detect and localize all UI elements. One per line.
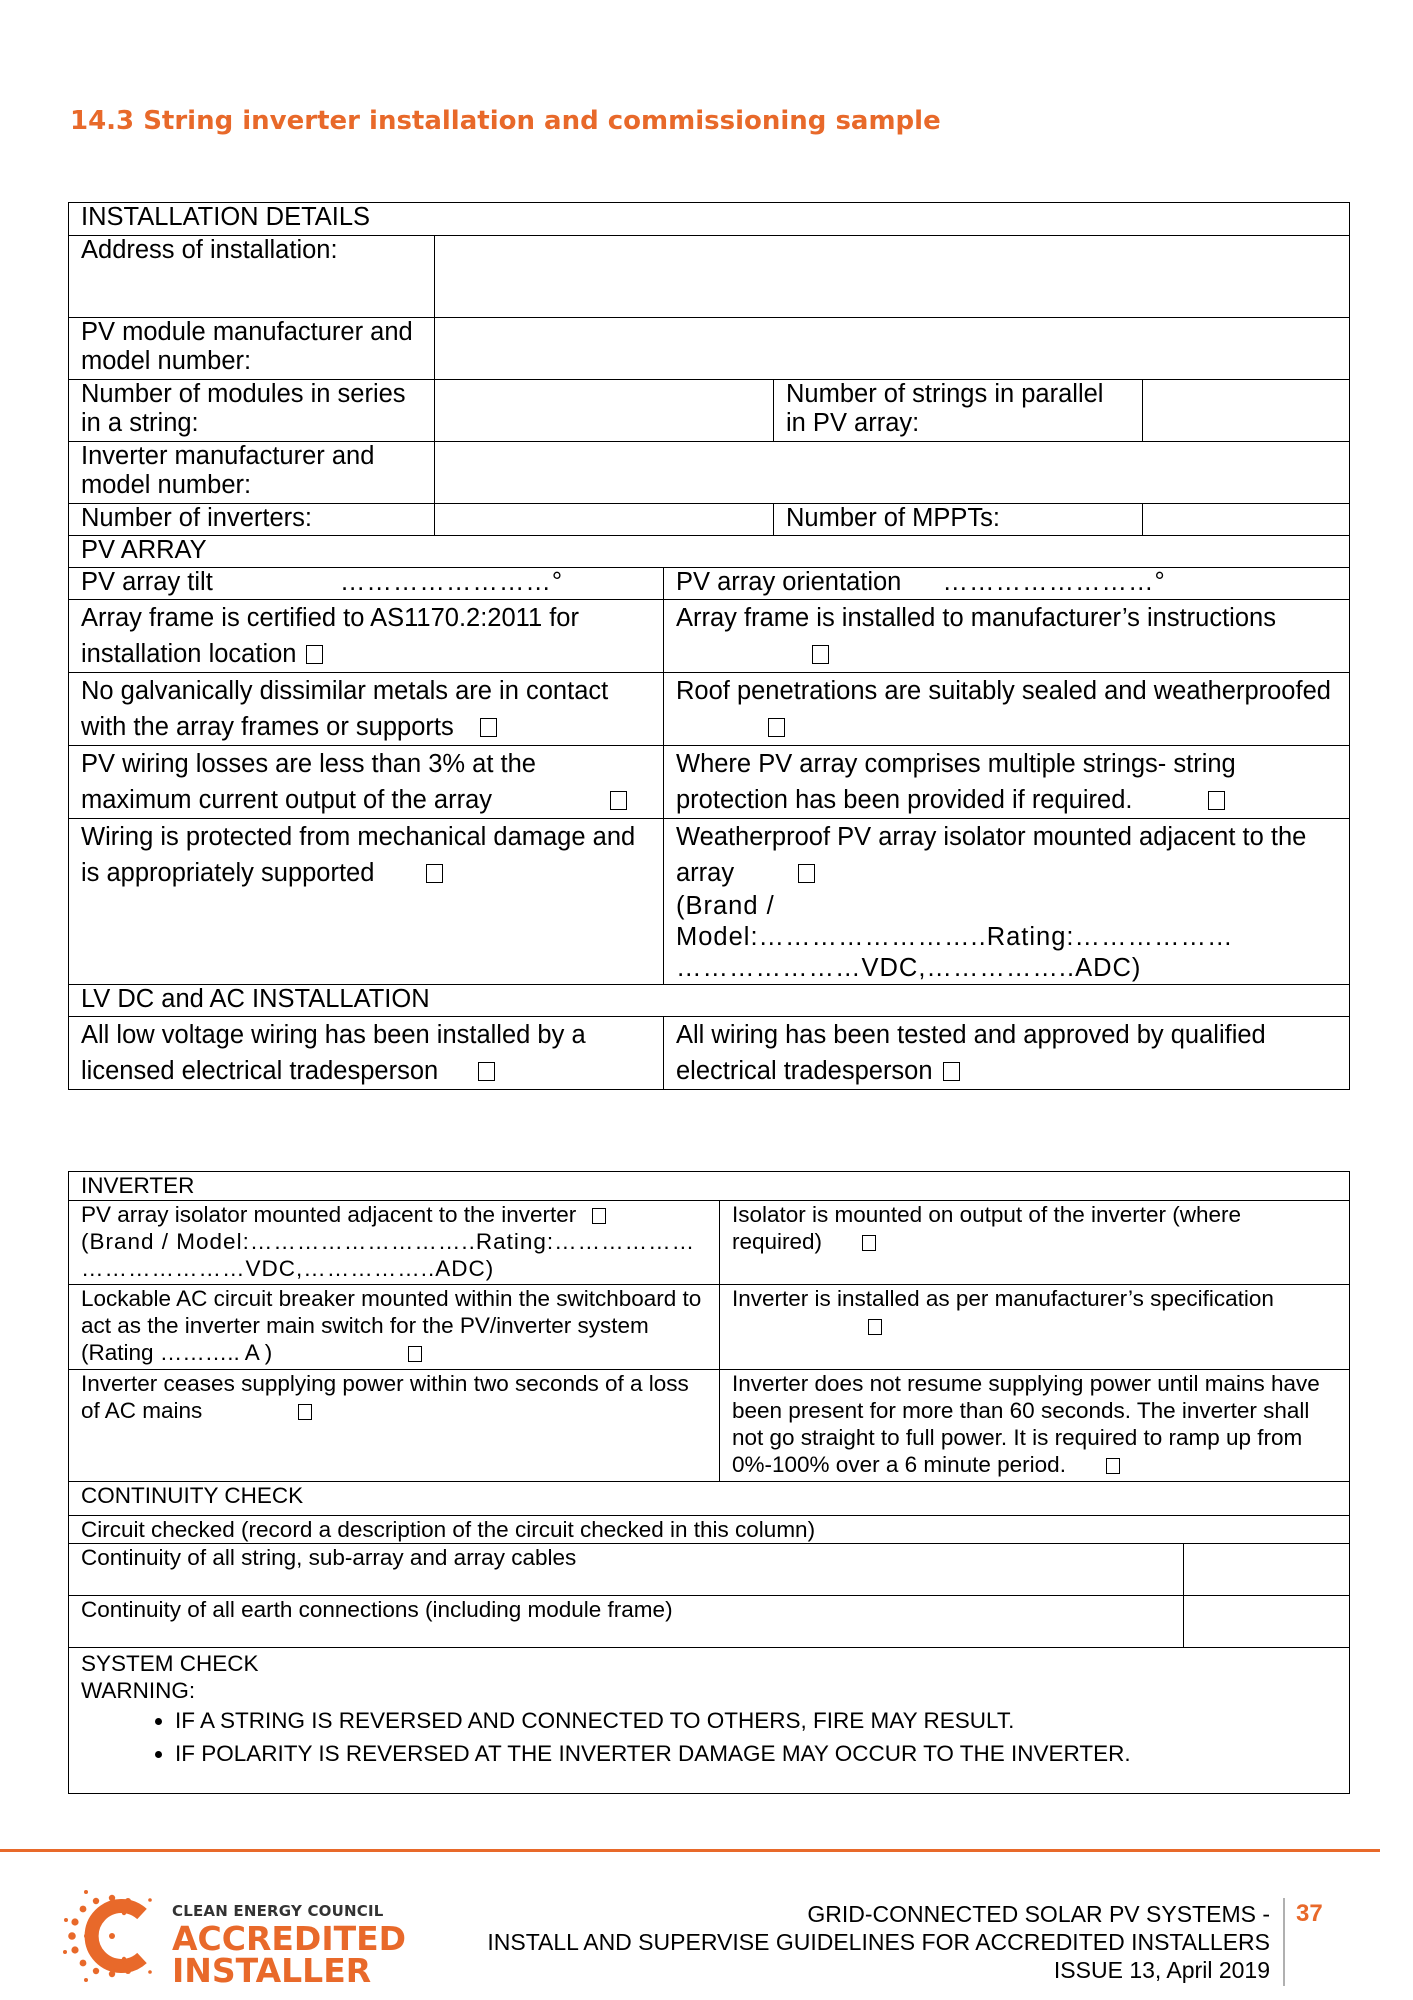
address-label: Address of installation: xyxy=(69,236,435,318)
ceases-supply-checkbox[interactable] xyxy=(298,1404,312,1420)
array-orientation-field[interactable]: ……………………° xyxy=(942,568,1166,596)
installed-spec-checkbox[interactable] xyxy=(868,1319,882,1335)
frame-installed-text: Array frame is installed to manufacturer’s instructions xyxy=(676,604,1276,632)
modules-in-series-label: Number of modules in series in a string: xyxy=(69,380,435,442)
address-field[interactable] xyxy=(435,236,1350,318)
warning-list xyxy=(81,1704,1337,1770)
wiring-protected-checkbox[interactable] xyxy=(426,864,443,883)
installed-spec-cell xyxy=(720,1285,1350,1370)
pv-module-field[interactable] xyxy=(435,318,1350,380)
inverter-mfr-field[interactable] xyxy=(435,442,1350,504)
lv-heading: LV DC and AC INSTALLATION xyxy=(69,985,1350,1017)
installed-spec-text: Inverter is installed as per manufacturer’s specification xyxy=(732,1286,1274,1311)
footer-line2: INSTALL AND SUPERVISE GUIDELINES FOR ACCREDITED INSTALLERS xyxy=(487,1929,1270,1955)
num-mppts-label: Number of MPPTs: xyxy=(774,504,1143,536)
wiring-losses-cell xyxy=(69,746,664,819)
num-inverters-label: Number of inverters: xyxy=(69,504,435,536)
page-number: 37 xyxy=(1296,1900,1323,1927)
array-tilt-cell xyxy=(69,568,664,600)
continuity-heading: CONTINUITY CHECK xyxy=(69,1482,1350,1516)
frame-installed-cell xyxy=(664,600,1350,673)
sun-c-logo-icon xyxy=(62,1886,172,1986)
warning-item: • IF A STRING IS REVERSED AND CONNECTED TO OTHERS, FIRE MAY RESULT. xyxy=(175,1704,1337,1737)
string-protection-text: Where PV array comprises multiple strings- string protection has been provided if required. xyxy=(676,750,1236,814)
inv-isolator-cell xyxy=(69,1201,720,1285)
isolator-output-checkbox[interactable] xyxy=(862,1235,876,1251)
dissimilar-metals-cell xyxy=(69,673,664,746)
lockable-breaker-cell xyxy=(69,1285,720,1370)
frame-certified-checkbox[interactable] xyxy=(306,645,323,664)
no-resume-checkbox[interactable] xyxy=(1106,1458,1120,1474)
string-protection-checkbox[interactable] xyxy=(1208,791,1225,810)
array-tilt-field[interactable]: ……………………° xyxy=(339,568,564,596)
footer-text xyxy=(487,1900,1270,1984)
wiring-losses-checkbox[interactable] xyxy=(610,791,627,810)
string-protection-cell xyxy=(664,746,1350,819)
frame-installed-checkbox[interactable] xyxy=(812,645,829,664)
licensed-wiring-text: All low voltage wiring has been installed by a licensed electrical tradesperson xyxy=(81,1021,586,1085)
tested-wiring-cell xyxy=(664,1017,1350,1090)
tested-wiring-checkbox[interactable] xyxy=(943,1062,960,1081)
inverter-heading: INVERTER xyxy=(69,1172,1350,1201)
pv-array-heading: PV ARRAY xyxy=(69,536,1350,568)
earth-connections-field[interactable] xyxy=(1184,1596,1350,1648)
strings-in-parallel-field[interactable] xyxy=(1143,380,1350,442)
licensed-wiring-checkbox[interactable] xyxy=(478,1062,495,1081)
footer-line3: ISSUE 13, April 2019 xyxy=(1053,1957,1270,1983)
pv-module-label: PV module manufacturer and model number: xyxy=(69,318,435,380)
lockable-breaker-text: Lockable AC circuit breaker mounted within the switchboard to act as the inverter main switch for the PV/inverter system (Rating ……….. A ) xyxy=(81,1286,702,1365)
inverter-table xyxy=(68,1171,1350,1794)
ceases-supply-text: Inverter ceases supplying power within two seconds of a loss of AC mains xyxy=(81,1371,689,1423)
isolator-output-cell xyxy=(720,1201,1350,1285)
inv-isolator-brand-line1[interactable]: (Brand / Model:………………………..Rating:……………… xyxy=(81,1229,696,1254)
no-resume-cell xyxy=(720,1370,1350,1482)
pv-isolator-text: Weatherproof PV array isolator mounted adjacent to the array xyxy=(676,823,1307,887)
circuit-checked-header: Circuit checked (record a description of the circuit checked in this column) xyxy=(69,1516,1350,1544)
roof-penetrations-text: Roof penetrations are suitably sealed and weatherproofed xyxy=(676,677,1331,705)
section-title: 14.3 String inverter installation and commissioning sample xyxy=(70,106,941,136)
dissimilar-metals-text: No galvanically dissimilar metals are in contact with the array frames or supports xyxy=(81,677,609,741)
inv-isolator-brand-line2[interactable]: …………………VDC,……………..ADC) xyxy=(81,1256,495,1281)
earth-connections-label: Continuity of all earth connections (including module frame) xyxy=(69,1596,1184,1648)
num-mppts-field[interactable] xyxy=(1143,504,1350,536)
frame-certified-text: Array frame is certified to AS1170.2:2011 for installation location xyxy=(81,604,579,668)
pv-isolator-checkbox[interactable] xyxy=(798,864,815,883)
logo-organisation: CLEAN ENERGY COUNCIL xyxy=(172,1902,384,1920)
array-orientation-label: PV array orientation xyxy=(676,568,902,596)
frame-certified-cell xyxy=(69,600,664,673)
system-check-heading: SYSTEM CHECK xyxy=(81,1651,259,1676)
pv-isolator-brand-line2[interactable]: …………………VDC,……………..ADC) xyxy=(676,954,1142,982)
roof-penetrations-checkbox[interactable] xyxy=(768,718,785,737)
isolator-output-text: Isolator is mounted on output of the inverter (where required) xyxy=(732,1202,1242,1254)
lockable-breaker-checkbox[interactable] xyxy=(408,1346,422,1362)
logo-line2: INSTALLER xyxy=(172,1951,372,1990)
licensed-wiring-cell xyxy=(69,1017,664,1090)
warning-label: WARNING: xyxy=(81,1678,196,1703)
inv-isolator-text: PV array isolator mounted adjacent to the inverter xyxy=(81,1202,577,1227)
dissimilar-metals-checkbox[interactable] xyxy=(480,718,497,737)
pv-isolator-cell xyxy=(664,819,1350,985)
cec-accredited-installer-logo xyxy=(62,1886,407,1990)
system-check-cell xyxy=(69,1648,1350,1794)
pv-isolator-brand-line1[interactable]: (Brand / Model:……………………..Rating:……………… xyxy=(676,892,1234,951)
logo-line1: ACCREDITED xyxy=(172,1919,407,1958)
ceases-supply-cell xyxy=(69,1370,720,1482)
inv-isolator-checkbox[interactable] xyxy=(592,1208,606,1224)
footer-divider xyxy=(1283,1898,1285,1986)
tested-wiring-text: All wiring has been tested and approved by qualified electrical tradesperson xyxy=(676,1021,1266,1085)
array-orientation-cell xyxy=(664,568,1350,600)
warning-item: • IF POLARITY IS REVERSED AT THE INVERTER DAMAGE MAY OCCUR TO THE INVERTER. xyxy=(175,1737,1337,1770)
no-resume-text: Inverter does not resume supplying power until mains have been present for more than 60 seconds. The inverter shall not go straight to full power. It is required to ramp up from 0%-100% over a 6 minute period. xyxy=(732,1371,1320,1477)
roof-penetrations-cell xyxy=(664,673,1350,746)
wiring-protected-text: Wiring is protected from mechanical damage and is appropriately supported xyxy=(81,823,636,887)
wiring-losses-text: PV wiring losses are less than 3% at the maximum current output of the array xyxy=(81,750,536,814)
modules-in-series-field[interactable] xyxy=(435,380,774,442)
footer-line1: GRID-CONNECTED SOLAR PV SYSTEMS - xyxy=(807,1901,1270,1927)
installation-table xyxy=(68,202,1350,1090)
installation-details-heading: INSTALLATION DETAILS xyxy=(69,203,1350,236)
wiring-protected-cell xyxy=(69,819,664,985)
string-cables-field[interactable] xyxy=(1184,1544,1350,1596)
footer-rule xyxy=(0,1849,1380,1852)
inverter-mfr-label: Inverter manufacturer and model number: xyxy=(69,442,435,504)
strings-in-parallel-label: Number of strings in parallel in PV array: xyxy=(774,380,1143,442)
num-inverters-field[interactable] xyxy=(435,504,774,536)
string-cables-label: Continuity of all string, sub-array and array cables xyxy=(69,1544,1184,1596)
array-tilt-label: PV array tilt xyxy=(81,568,213,596)
